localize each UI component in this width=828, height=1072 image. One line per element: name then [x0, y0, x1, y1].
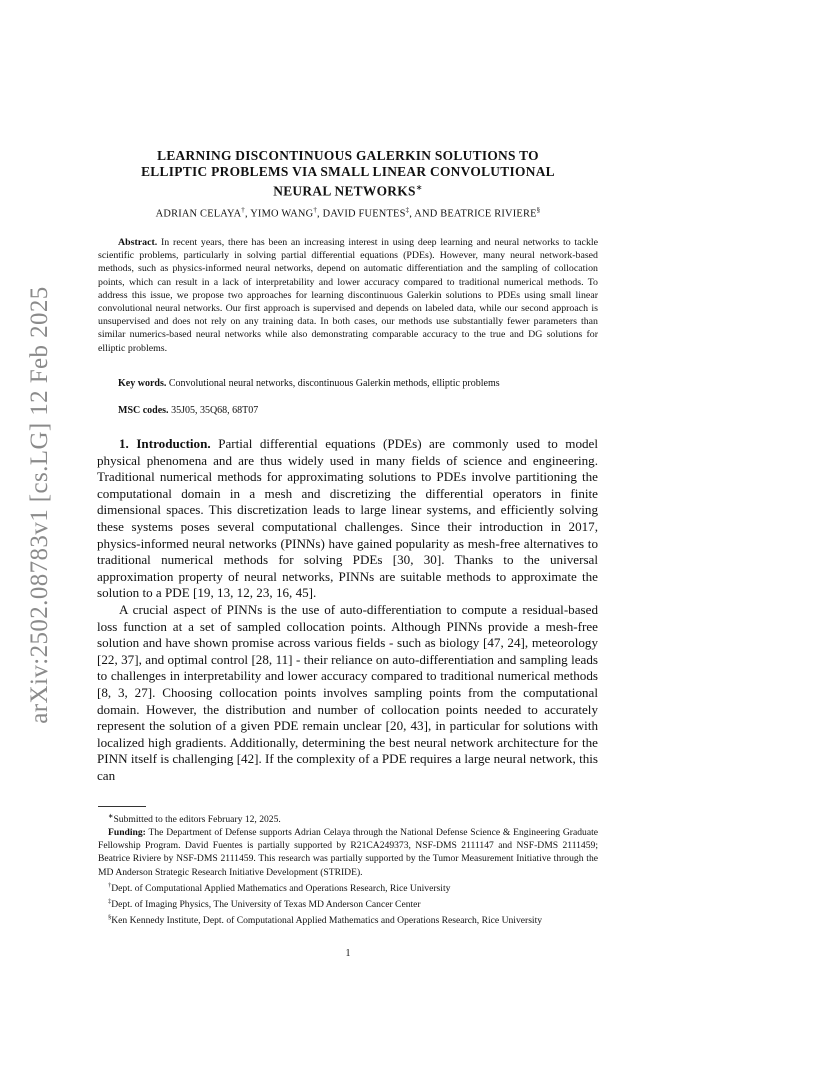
funding-text: The Department of Defense supports Adrian Celaya through the National Defense Science & Engineering Graduate Fellowship Program. David Fuentes is partially supported by R21CA249373, NSF-DMS 2111147 and NSF-DMS 2111459; Beatrice Riviere by NSF-DMS 2111459. This research was partially supported by the Tumor Measurement Initiative through the MD Anderson Strategic Research Initiative Development (STRIDE). — [98, 827, 598, 878]
keywords-text: Convolutional neural networks, discontinuous Galerkin methods, elliptic problems — [168, 378, 500, 389]
author-separator: , — [317, 208, 323, 220]
keywords-label: Key words. — [118, 378, 167, 389]
msc-codes — [118, 405, 598, 416]
author-mark: † — [241, 206, 245, 214]
title-line-2: ELLIPTIC PROBLEMS VIA SMALL LINEAR CONVOLUTIONAL — [141, 164, 555, 179]
section-heading: 1. Introduction. — [119, 436, 211, 451]
footnote-submitted: Submitted to the editors February 12, 2025. — [113, 814, 281, 826]
author-mark: ‡ — [405, 206, 410, 214]
msc-label: MSC codes. — [118, 405, 169, 416]
author: BEATRICE RIVIERE — [440, 208, 537, 220]
affiliation-3: Ken Kennedy Institute, Dept. of Computational Applied Mathematics and Operations Research, Rice University — [111, 915, 543, 927]
abstract — [98, 236, 598, 355]
arxiv-identifier: arXiv:2502.08783v1 [cs.LG] 12 Feb 2025 — [26, 286, 53, 724]
author: ADRIAN CELAYA — [155, 208, 242, 220]
abstract-label: Abstract. — [118, 237, 158, 248]
paragraph-1: Partial differential equations (PDEs) are commonly used to model physical phenomena and are thus widely used in many fields of science and engineering. Traditional numerical methods for approximating solutions to PDEs involve partitioning the computational domain in a mesh and discretizing the differential operators in finite dimensional spaces. This discretization leads to large linear systems, and efficiently solving these systems poses several computational challenges. Since their introduction in 2017, physics-informed neural networks (PINNs) have gained popularity as mesh-free alternatives to traditional numerical methods for solving PDEs [30, 30]. Thanks to the universal approximation property of neural networks, PINNs are suitable methods to approximate the solution to a PDE [19, 13, 12, 23, 16, 45]. — [97, 436, 598, 601]
footnote-mark: † — [108, 881, 112, 889]
paragraph-2: A crucial aspect of PINNs is the use of auto-differentiation to compute a residual-based loss function at a set of sampled collocation points. Although PINNs provide a mesh-free solution and have shown promise across various fields - such as biology [47, 24], meteorology [22, 37], and optimal control [28, 11] - their reliance on auto-differentiation and sampling leads to challenges in interpretability and lower accuracy compared to traditional numerical methods [8, 3, 27]. Choosing collocation points involves sampling points from the computational domain. However, the distribution and number of collocation points needed to accurately represent the solution of a given PDE remain unclear [20, 43], in particular for solutions with localized high gradients. Additionally, determining the best neural network architecture for the PINN itself is challenging [42]. If the complexity of a PDE requires a large neural network, this can — [97, 601, 598, 783]
funding-label: Funding: — [108, 827, 146, 839]
title-footnote-mark: ∗ — [415, 183, 423, 192]
author-separator: , — [245, 208, 251, 220]
author-mark: § — [536, 206, 541, 214]
affiliation-1: Dept. of Computational Applied Mathematics and Operations Research, Rice University — [111, 882, 451, 894]
keywords — [118, 378, 598, 389]
page-number: 1 — [345, 948, 351, 959]
abstract-text: In recent years, there has been an increasing interest in using deep learning and neural networks to tackle scientific problems, particularly in solving partial differential equations (PDEs). However, many neural network-based methods, such as physics-informed neural networks, depend on automatic differentiation and the sampling of collocation points, which can result in a lack of interpretability and lower accuracy compared to traditional numerical methods. To address this issue, we propose two approaches for learning discontinuous Galerkin solutions to PDEs using small linear convolutional neural networks. Our first approach is supervised and depends on labeled data, while our second approach is unsupervised and does not rely on any training data. In both cases, our methods use substantially fewer parameters than similar numerics-based neural networks while also demonstrating comparable accuracy to the true and DG solutions for elliptic problems. — [98, 237, 599, 354]
arxiv-sidebar — [12, 286, 68, 724]
footnote-rule — [98, 806, 146, 807]
author-mark: † — [313, 206, 318, 214]
title-line-3: NEURAL NETWORKS∗ — [273, 183, 423, 199]
title-line-1: LEARNING DISCONTINUOUS GALERKIN SOLUTIONS TO — [157, 148, 539, 163]
footnote-mark: § — [108, 914, 112, 922]
affiliation-2: Dept. of Imaging Physics, The University of Texas MD Anderson Cancer Center — [111, 899, 421, 911]
msc-text: 35J05, 35Q68, 68T07 — [171, 405, 259, 416]
footnote-mark: ∗ — [108, 813, 114, 820]
author-separator: , AND — [409, 208, 441, 220]
paper-title — [98, 148, 598, 199]
footnotes — [98, 810, 598, 928]
section-introduction — [97, 436, 598, 784]
author: YIMO WANG — [250, 208, 314, 220]
footnote-mark: ‡ — [108, 897, 112, 905]
author-list — [98, 206, 598, 219]
author: DAVID FUENTES — [322, 208, 406, 220]
